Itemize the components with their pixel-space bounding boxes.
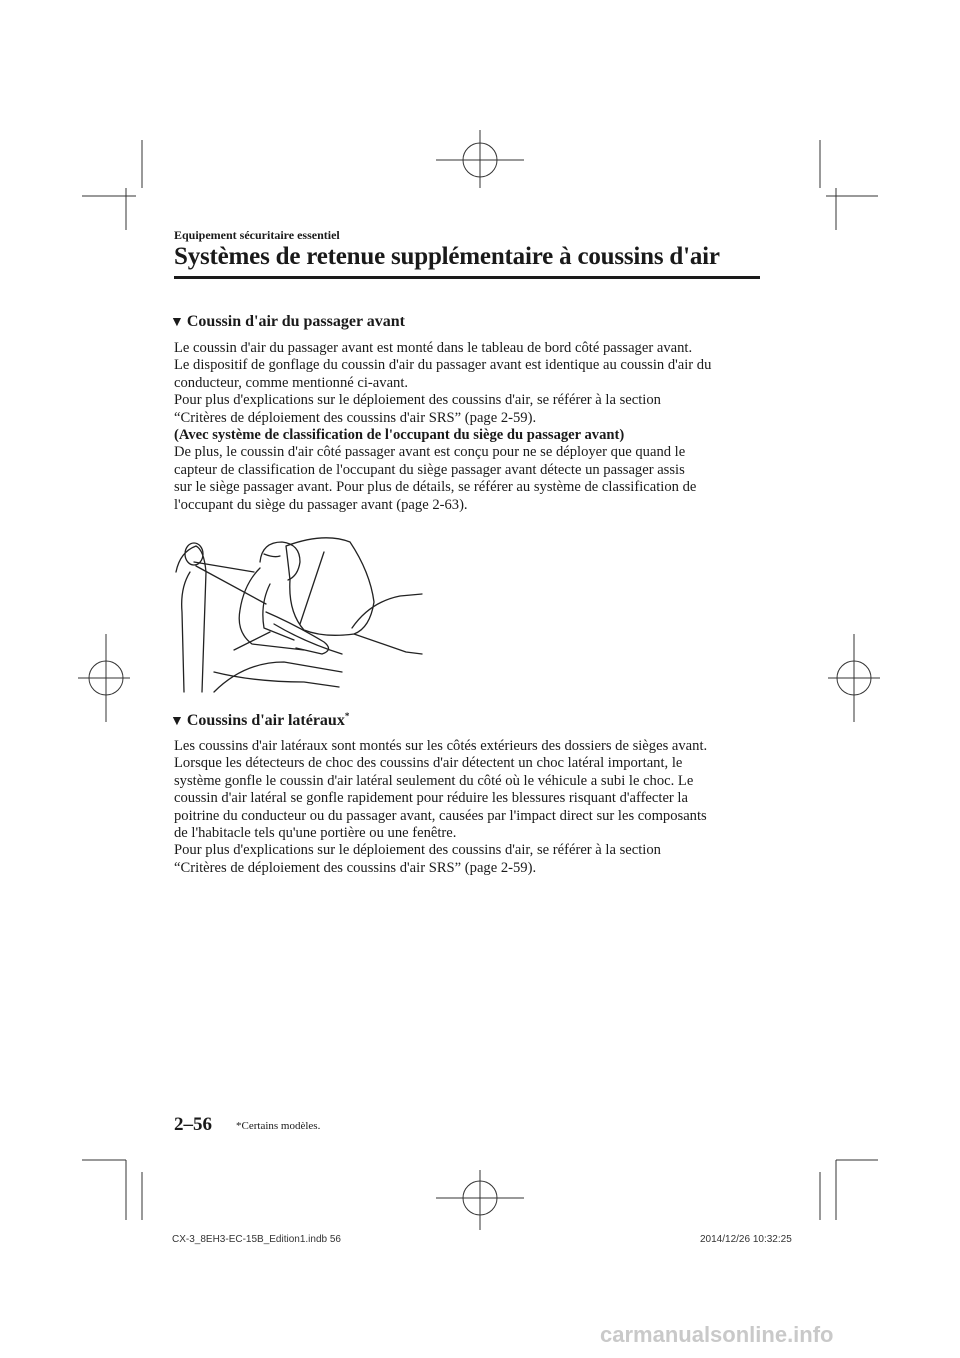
triangle-down-icon: ▼ (170, 315, 184, 330)
footnote: *Certains modèles. (236, 1120, 321, 1132)
text-line: Le dispositif de gonflage du coussin d'air du passager avant est identique au coussin d'air du (174, 357, 712, 374)
section-heading-side-airbags (170, 711, 349, 730)
print-timestamp: 2014/12/26 10:32:25 (700, 1234, 792, 1245)
text-line: l'occupant du siège du passager avant (page 2-63). (174, 496, 468, 513)
watermark: carmanualsonline.info (600, 1322, 834, 1347)
section-heading-passenger-airbag (170, 313, 405, 331)
heading-text: Coussins d'air latéraux (186, 712, 345, 729)
text-line: sur le siège passager avant. Pour plus de détails, se référer au système de classification de (174, 479, 697, 496)
text-line: Le coussin d'air du passager avant est monté dans le tableau de bord côté passager avant. (174, 340, 693, 356)
text-line: Pour plus d'explications sur le déploiement des coussins d'air, se référer à la section (174, 392, 661, 409)
passenger-airbag-illustration (174, 532, 424, 697)
text-line: Les coussins d'air latéraux sont montés sur les côtés extérieurs des dossiers de sièges avant. (174, 738, 708, 754)
text-line: de l'habitacle tels qu'une portière ou une fenêtre. (174, 825, 457, 842)
section-label: Equipement sécuritaire essentiel (174, 228, 340, 242)
text-line: capteur de classification de l'occupant du siège passager avant détecte un passager assis (174, 461, 685, 478)
paragraph-side-airbags (174, 738, 764, 877)
paragraph-passenger-airbag (174, 340, 764, 514)
text-line: Lorsque les détecteurs de choc des coussins d'air détectent un choc latéral important, le (174, 755, 683, 772)
print-file-name: CX-3_8EH3-EC-15B_Edition1.indb 56 (172, 1234, 341, 1245)
text-line: “Critères de déploiement des coussins d'air SRS” (page 2-59). (174, 409, 537, 426)
text-line: De plus, le coussin d'air côté passager avant est conçu pour ne se déployer que quand le (174, 444, 686, 461)
text-line: système gonfle le coussin d'air latéral seulement du côté où le véhicule a subi le choc. Le (174, 772, 694, 789)
text-line: Pour plus d'explications sur le déploiement des coussins d'air, se référer à la section (174, 842, 661, 859)
text-line: coussin d'air latéral se gonfle rapidement pour réduire les blessures risquant d'affecter la (174, 790, 688, 807)
heading-text: Coussin d'air du passager avant (186, 313, 405, 330)
text-line-bold: (Avec système de classification de l'occupant du siège du passager avant) (174, 427, 625, 444)
page-title: Systèmes de retenue supplémentaire à coussins d'air (174, 243, 720, 270)
text-line: “Critères de déploiement des coussins d'air SRS” (page 2-59). (174, 859, 537, 876)
title-divider (174, 276, 760, 279)
text-line: conducteur, comme mentionné ci-avant. (174, 374, 409, 391)
page-number: 2–56 (174, 1114, 212, 1135)
triangle-down-icon: ▼ (170, 714, 184, 729)
footnote-marker: * (344, 711, 350, 721)
text-line: poitrine du conducteur ou du passager avant, causées par l'impact direct sur les composants (174, 807, 707, 824)
